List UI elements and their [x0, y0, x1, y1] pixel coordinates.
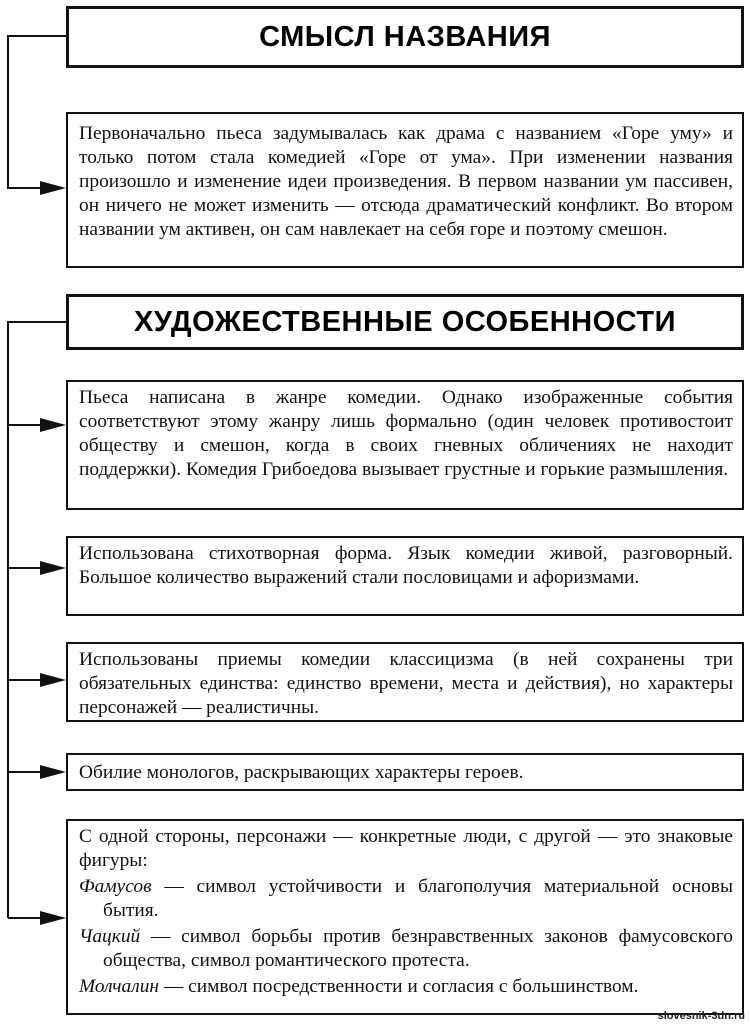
- feature-characters-intro: С одной стороны, персонажи — конкретные люди, с другой — это знаковые фигуры:: [79, 826, 733, 871]
- character-row-chatsky: [79, 925, 733, 973]
- arrow-6: [40, 911, 66, 925]
- meaning-paragraph: Первоначально пьеса задумывалась как драма с названием «Горе уму» и только потом стала комедией «Горе от ума». При изменении названия произошло и изменение идеи произведения. В первом названии ум пассивен, он ничего не может изменить — отсюда драматический конфликт. Во втором названии ум активен, он сам навлекает на себя горе и поэтому смешон.: [79, 123, 733, 240]
- character-row-molchalin: [79, 975, 733, 999]
- arrow-3: [40, 561, 66, 575]
- feature-box-characters: [66, 819, 744, 1015]
- character-name-chatsky: Чацкий: [79, 926, 141, 947]
- section-title-features-text: ХУДОЖЕСТВЕННЫЕ ОСОБЕННОСТИ: [134, 305, 676, 338]
- feature-classicism-text: Использованы приемы комедии классицизма (в ней сохранены три обязательных единства: единство времени, места и действия), но характеры персонажей — реалистичны.: [79, 649, 733, 718]
- section-title-meaning-text: СМЫСЛ НАЗВАНИЯ: [259, 20, 551, 53]
- feature-box-genre: [66, 380, 744, 510]
- arrow-1: [40, 181, 66, 195]
- section-title-meaning: [66, 6, 744, 68]
- character-desc-molchalin: — символ посредственности и согласия с большинством.: [159, 976, 639, 997]
- character-desc-chatsky: — символ борьбы против безнравственных законов фамусовского общества, символ романтического протеста.: [103, 926, 733, 971]
- arrow-5: [40, 765, 66, 779]
- feature-monologues-text: Обилие монологов, раскрывающих характеры героев.: [79, 762, 524, 783]
- character-row-famusov: [79, 875, 733, 923]
- arrow-4: [40, 673, 66, 687]
- feature-genre-text: Пьеса написана в жанре комедии. Однако изображенные события соответствуют этому жанру лишь формально (один человек противостоит обществу и смешон, когда в своих гневных обличениях не находит поддержки). Комедия Грибоедова вызывает грустные и горькие размышления.: [79, 387, 733, 480]
- feature-box-classicism: [66, 642, 744, 722]
- feature-box-verse: [66, 536, 744, 616]
- character-name-famusov: Фамусов: [79, 876, 152, 897]
- meaning-paragraph-box: [66, 112, 744, 268]
- feature-verse-text: Использована стихотворная форма. Язык комедии живой, разговорный. Большое количество выражений стали пословицами и афоризмами.: [79, 543, 733, 588]
- feature-box-monologues: [66, 753, 744, 791]
- section-title-features: [66, 294, 744, 350]
- arrow-2: [40, 418, 66, 432]
- watermark: slovesnik-3dn.ru: [657, 1010, 745, 1022]
- character-name-molchalin: Молчалин: [79, 976, 160, 997]
- character-desc-famusov: — символ устойчивости и благополучия материальной основы бытия.: [103, 876, 733, 921]
